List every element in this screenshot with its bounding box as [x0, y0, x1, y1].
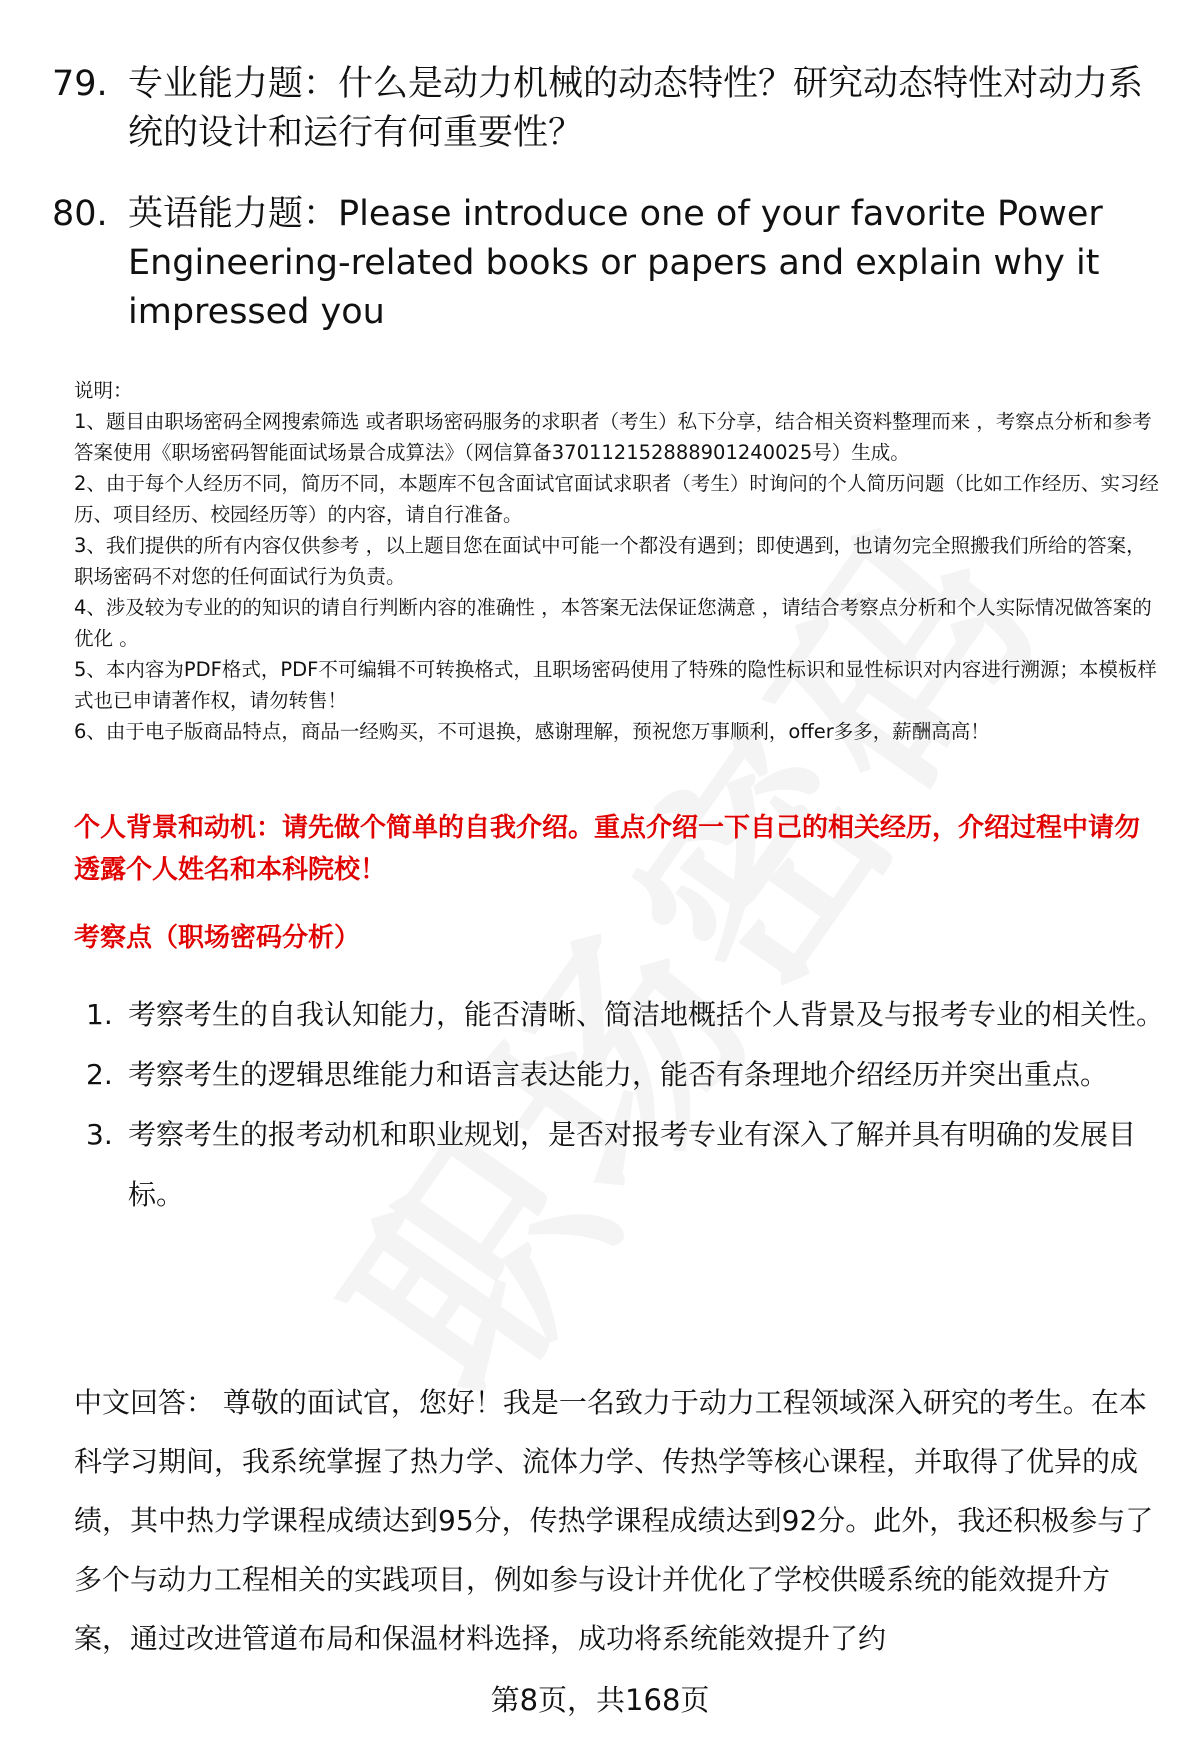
- note-item: 5、本内容为PDF格式，PDF不可编辑不可转换格式，且职场密码使用了特殊的隐性标识和显性标识对内容进行溯源；本模板样式也已申请著作权，请勿转售！: [74, 658, 1157, 712]
- exam-point-number: 1.: [86, 998, 113, 1031]
- background-heading: 个人背景和动机：请先做个简单的自我介绍。重点介绍一下自己的相关经历，介绍过程中请勿透露个人姓名和本科院校！: [74, 813, 1141, 885]
- note-item: 3、我们提供的所有内容仅供参考 ，以上题目您在面试中可能一个都没有遇到；即使遇到，也请勿完全照搬我们所给的答案，职场密码不对您的任何面试行为负责。: [74, 534, 1146, 588]
- question-number: 79.: [52, 64, 108, 104]
- exam-points-list: [74, 985, 1164, 1225]
- exam-point-text: 考察考生的自我认知能力，能否清晰、简洁地概括个人背景及与报考专业的相关性。: [128, 998, 1165, 1031]
- question-text: 专业能力题：什么是动力机械的动态特性？研究动态特性对动力系统的设计和运行有何重要性？: [128, 64, 1144, 153]
- exam-point-number: 2.: [86, 1058, 113, 1091]
- exam-point-text: 考察考生的逻辑思维能力和语言表达能力，能否有条理地介绍经历并突出重点。: [128, 1058, 1109, 1091]
- exam-point-text: 考察考生的报考动机和职业规划，是否对报考专业有深入了解并具有明确的发展目标。: [128, 1118, 1137, 1211]
- note-item: 4、涉及较为专业的的知识的请自行判断内容的准确性 ，本答案无法保证您满意 ，请结合考察点分析和个人实际情况做答案的优化 。: [74, 596, 1152, 650]
- exam-point-item: [74, 1105, 1164, 1225]
- exam-point-number: 3.: [86, 1118, 113, 1151]
- question-number: 80.: [52, 194, 108, 234]
- exam-point-item: [74, 1045, 1164, 1105]
- note-item: 6、由于电子版商品特点，商品一经购买，不可退换，感谢理解，预祝您万事顺利，offer多多，薪酬高高！: [74, 720, 990, 743]
- chinese-answer: 中文回答： 尊敬的面试官，您好！我是一名致力于动力工程领域深入研究的考生。在本科学习期间，我系统掌握了热力学、流体力学、传热学等核心课程，并取得了优异的成绩，其中热力学课程成绩达到95分，传热学课程成绩达到92分。此外，我还积极参与了多个与动力工程相关的实践项目，例如参与设计并优化了学校供暖系统的能效提升方案，通过改进管道布局和保温材料选择，成功将系统能效提升了约: [74, 1386, 1154, 1655]
- notes-title: 说明：: [74, 379, 133, 402]
- question-80: [52, 190, 1162, 337]
- question-79: [52, 60, 1162, 158]
- notes-section: [74, 375, 1164, 747]
- note-item: 2、由于每个人经历不同，简历不同，本题库不包含面试官面试求职者（考生）时询问的个人简历问题（比如工作经历、实习经历、项目经历、校园经历等）的内容，请自行准备。: [74, 472, 1159, 526]
- question-text: 英语能力题：Please introduce one of your favorite Power Engineering-related books or papers and explain why it impressed you: [128, 194, 1103, 332]
- exam-point-item: [74, 985, 1164, 1045]
- exam-points-heading: 考察点（职场密码分析）: [74, 923, 361, 953]
- page-footer: 第8页，共168页: [490, 1683, 710, 1717]
- note-item: 1、题目由职场密码全网搜索筛选 或者职场密码服务的求职者（考生）私下分享，结合相关资料整理而来 ，考察点分析和参考答案使用《职场密码智能面试场景合成算法》（网信算备370112152888901240025号）生成。: [74, 410, 1152, 464]
